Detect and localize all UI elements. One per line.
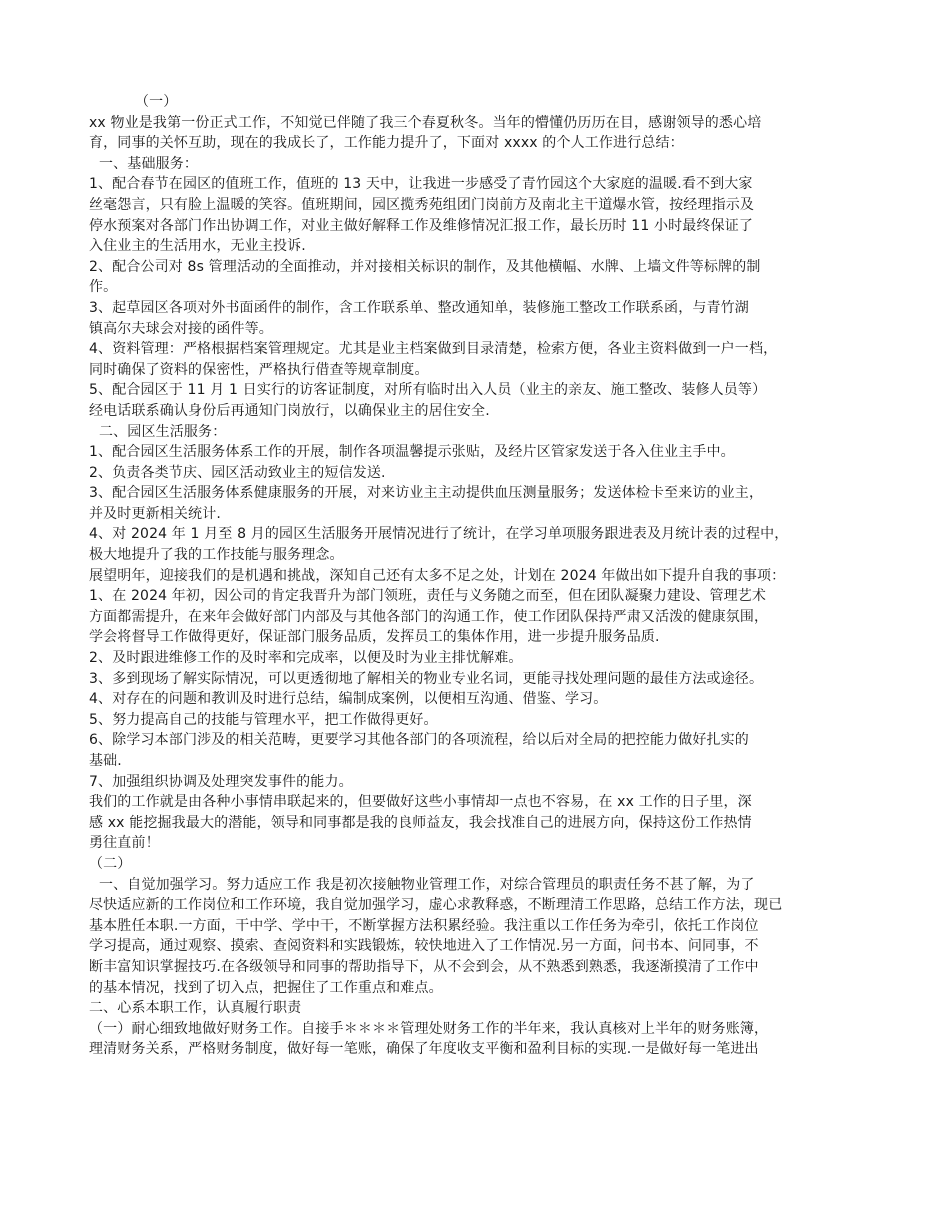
- paragraph-line: 一、自觉加强学习。努力适应工作 我是初次接触物业管理工作，对综合管理员的职责任务不甚了解，为了: [99, 876, 755, 893]
- paragraph-line: 4、资料管理：严格根据档案管理规定。尤其是业主档案做到目录清楚，检索方便，各业主资料做到一户一档，: [89, 341, 778, 358]
- paragraph-line: 1、配合春节在园区的值班工作，值班的 13 天中，让我进一步感受了青竹园这个大家庭的温暖.看不到大家: [89, 176, 753, 193]
- paragraph-line: 断丰富知识掌握技巧.在各级领导和同事的帮助指导下，从不会到会，从不熟悉到熟悉，我逐渐摸清了工作中: [89, 958, 759, 975]
- paragraph-line: 4、对 2024 年 1 月至 8 月的园区生活服务开展情况进行了统计，在学习单项服务跟进表及月统计表的过程中，: [89, 526, 789, 543]
- paragraph-line: 3、起草园区各项对外书面函件的制作，含工作联系单、整改通知单，装修施工整改工作联系函，与青竹湖: [89, 299, 749, 316]
- section-heading-two: （二）: [89, 855, 132, 872]
- paragraph-line: 我们的工作就是由各种小事情串联起来的，但要做好这些小事情却一点也不容易，在 xx 工作的日子里，深: [89, 794, 752, 811]
- paragraph-line: 1、配合园区生活服务体系工作的开展，制作各项温馨提示张贴，及经片区管家发送于各入住业主手中。: [89, 444, 735, 461]
- paragraph-line: 学习提高，通过观察、摸索、查阅资料和实践锻炼，较快地进入了工作情况.另一方面，问书本、问同事，不: [89, 938, 759, 955]
- paragraph-line: 作。: [89, 279, 118, 296]
- section-heading-one: （一）: [135, 94, 178, 110]
- paragraph-line: 2、配合公司对 8s 管理活动的全面推动，并对接相关标识的制作，及其他横幅、水牌、上墙文件等标牌的制: [89, 258, 761, 275]
- paragraph-line: 基础.: [89, 753, 122, 769]
- paragraph-line: 展望明年，迎接我们的是机遇和挑战，深知自己还有太多不足之处，计划在 2024 年做出如下提升自我的事项：: [89, 567, 786, 584]
- subheading-life-service: 二、园区生活服务：: [99, 423, 227, 440]
- paragraph-line: 同时确保了资料的保密性，严格执行借查等规章制度。: [89, 361, 429, 378]
- paragraph-line: 经电话联系确认身份后再通知门岗放行，以确保业主的居住安全.: [89, 402, 490, 419]
- paragraph-line: 方面都需提升，在来年会做好部门内部及与其他各部门的沟通工作，使工作团队保持严肃又活泼的健康氛围，: [89, 608, 769, 625]
- paragraph-line: 育，同事的关怀互助，现在的我成长了，工作能力提升了，下面对 xxxx 的个人工作进行总结：: [89, 135, 684, 152]
- paragraph-line: xx 物业是我第一份正式工作，不知觉已伴随了我三个春夏秋冬。当年的懵懂仍历历在目，感谢领导的悉心培: [89, 114, 762, 131]
- paragraph-line: 感 xx 能挖掘我最大的潜能，领导和同事都是我的良师益友，我会找准自己的进展方向，保持这份工作热情: [89, 814, 752, 831]
- paragraph-line: 基本胜任本职.一方面，干中学、学中干，不断掌握方法积累经验。我注重以工作任务为牵引，依托工作岗位: [89, 917, 759, 934]
- subheading-duty: 二、心系本职工作，认真履行职责: [89, 1000, 302, 1017]
- paragraph-line: 停水预案对各部门作出协调工作，对业主做好解释工作及维修情况汇报工作，最长历时 11 小时最终保证了: [89, 217, 754, 234]
- paragraph-line: 2、及时跟进维修工作的及时率和完成率，以便及时为业主排忧解难。: [89, 650, 523, 667]
- paragraph-line: （一）耐心细致地做好财务工作。自接手＊＊＊＊管理处财务工作的半年来，我认真核对上半年的财务账簿，: [89, 1020, 769, 1037]
- paragraph-line: 5、配合园区于 11 月 1 日实行的访客证制度，对所有临时出入人员（业主的亲友、施工整改、装修人员等）: [89, 382, 767, 399]
- paragraph-line: 4、对存在的问题和教训及时进行总结，编制成案例，以便相互沟通、借鉴、学习。: [89, 691, 608, 708]
- paragraph-line: 3、配合园区生活服务体系健康服务的开展，对来访业主主动提供血压测量服务；发送体检卡至来访的业主，: [89, 485, 764, 502]
- paragraph-line: 6、除学习本部门涉及的相关范畴，更要学习其他各部门的各项流程，给以后对全局的把控能力做好扎实的: [89, 732, 749, 749]
- paragraph-line: 2、负责各类节庆、园区活动致业主的短信发送.: [89, 464, 386, 481]
- paragraph-line: 7、加强组织协调及处理突发事件的能力。: [89, 773, 353, 790]
- paragraph-line: 勇往直前！: [89, 835, 160, 852]
- paragraph-line: 极大地提升了我的工作技能与服务理念。: [89, 547, 344, 564]
- paragraph-line: 并及时更新相关统计.: [89, 505, 221, 522]
- paragraph-line: 5、努力提高自己的技能与管理水平，把工作做得更好。: [89, 711, 438, 728]
- paragraph-line: 入住业主的生活用水，无业主投诉.: [89, 238, 306, 255]
- paragraph-line: 理清财务关系，严格财务制度，做好每一笔账，确保了年度收支平衡和盈利目标的实现.一是做好每一笔进出: [89, 1041, 759, 1058]
- paragraph-line: 1、在 2024 年初，因公司的肯定我晋升为部门领班，责任与义务随之而至，但在团队凝聚力建设、管理艺术: [89, 588, 767, 605]
- paragraph-line: 镇高尔夫球会对接的函件等。: [89, 320, 273, 337]
- paragraph-line: 尽快适应新的工作岗位和工作环境，我自觉加强学习，虚心求教释惑，不断理清工作思路，总结工作方法，现已: [89, 897, 783, 914]
- paragraph-line: 3、多到现场了解实际情况，可以更透彻地了解相关的物业专业名词，更能寻找处理问题的最佳方法或途径。: [89, 670, 764, 687]
- paragraph-line: 的基本情况，找到了切入点，把握住了工作重点和难点。: [89, 979, 443, 996]
- subheading-basic-service: 一、基础服务：: [99, 155, 199, 172]
- paragraph-line: 学会将督导工作做得更好，保证部门服务品质，发挥员工的集体作用，进一步提升服务品质.: [89, 629, 660, 646]
- paragraph-line: 丝毫怨言，只有脸上温暖的笑容。值班期间，园区揽秀苑组团门岗前方及南北主干道爆水管，按经理指示及: [89, 196, 755, 213]
- document-page: [89, 92, 864, 1060]
